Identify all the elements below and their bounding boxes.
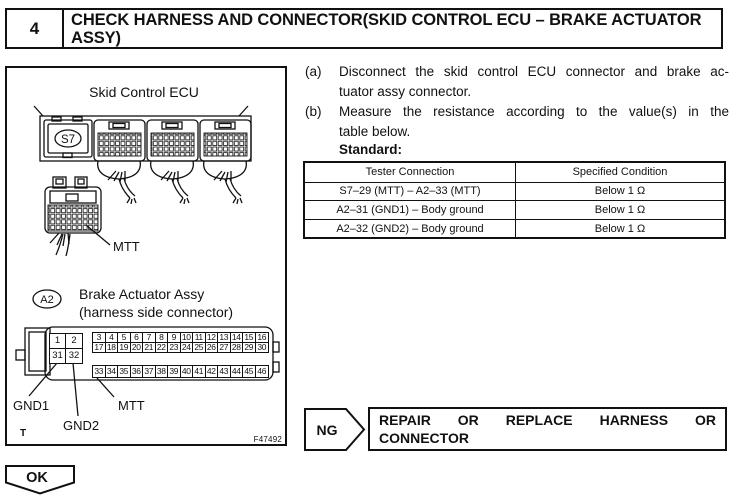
- table-cell-condition: Below 1 Ω: [515, 200, 724, 219]
- actuator-id: A2: [40, 294, 54, 306]
- step-line: Disconnect the skid control ECU connector and brake ac-: [339, 64, 729, 79]
- step-a-marker: (a): [305, 64, 322, 79]
- pin-5: 5: [118, 333, 131, 343]
- ok-label: OK: [26, 470, 48, 486]
- gnd1-label: GND1: [13, 398, 50, 413]
- pin-41: 41: [193, 366, 206, 377]
- pin-3: 3: [93, 333, 106, 343]
- ecu-connector-3: [200, 120, 251, 204]
- ng-arrow: [304, 408, 366, 452]
- step-line: tuator assy connector.: [339, 84, 472, 99]
- pin-7: 7: [143, 333, 156, 343]
- pin-15: 15: [243, 333, 256, 343]
- pin-37: 37: [143, 366, 156, 377]
- brake-actuator-label-line-1: Brake Actuator Assy: [79, 286, 205, 302]
- corner-mark: T: [20, 428, 27, 439]
- step-b-text: [339, 102, 729, 142]
- pin-4: 4: [106, 333, 119, 343]
- step-line: Measure the resistance according to the value(s) in the: [339, 104, 729, 119]
- pin-25: 25: [193, 343, 206, 353]
- step-header: [5, 8, 723, 49]
- ng-action-word: REPLACE: [505, 412, 573, 428]
- pin-22: 22: [156, 343, 169, 353]
- mtt-lower-label: MTT: [118, 398, 145, 413]
- page-title-line-2: ASSY): [71, 28, 121, 47]
- table-cell-connection: A2–31 (GND1) – Body ground: [305, 200, 515, 219]
- page-title-line-1: CHECK HARNESS AND CONNECTOR(SKID CONTROL ECU – BRAKE ACTUATOR: [71, 11, 702, 29]
- ok-arrow: [5, 465, 75, 495]
- pin-30: 30: [257, 342, 267, 352]
- pin-20: 20: [131, 343, 144, 353]
- pin-36: 36: [131, 366, 144, 377]
- pin-26: 26: [206, 343, 219, 353]
- pin-32: 32: [68, 350, 80, 361]
- pin-grid-bottom: [92, 365, 269, 378]
- step-b: [305, 102, 729, 142]
- standard-label: Standard:: [339, 142, 403, 157]
- pin-31: 31: [50, 349, 66, 364]
- pin-11: 11: [193, 333, 206, 343]
- pin-grid-rows: [92, 332, 269, 353]
- pin-43: 43: [218, 366, 231, 377]
- wiring-diagram-figure: [5, 66, 287, 446]
- pin-8: 8: [156, 333, 169, 343]
- pin-27: 27: [218, 343, 231, 353]
- skid-control-ecu-label: Skid Control ECU: [89, 84, 199, 100]
- page-title: [64, 10, 721, 47]
- figure-code: F47492: [253, 435, 282, 444]
- mtt-upper-label: MTT: [113, 239, 140, 254]
- pin-24: 24: [181, 343, 194, 353]
- ng-action-word: OR: [457, 412, 479, 428]
- ecu-connector-1: [94, 120, 145, 204]
- pin-38: 38: [156, 366, 169, 377]
- wiring-diagram-art: [7, 68, 285, 444]
- pin-35: 35: [118, 366, 131, 377]
- table-header-tester-connection: Tester Connection: [365, 166, 455, 179]
- pin-grid-corner: [49, 333, 83, 364]
- pin-21: 21: [143, 343, 156, 353]
- skid-control-ecu-drawing: [34, 106, 251, 204]
- pin-34: 34: [106, 366, 119, 377]
- ng-action-box: [368, 407, 727, 451]
- pin-10: 10: [181, 333, 194, 343]
- standard-table: [303, 161, 726, 239]
- gnd2-label: GND2: [63, 418, 100, 433]
- ecu-connector-2: [147, 120, 198, 204]
- pin-45: 45: [243, 366, 256, 377]
- pin-18: 18: [106, 343, 119, 353]
- ng-action-line-1: [379, 412, 716, 430]
- ng-label: NG: [316, 422, 338, 438]
- pin-44: 44: [231, 366, 244, 377]
- pin-40: 40: [181, 366, 194, 377]
- table-cell-condition: Below 1 Ω: [515, 219, 724, 238]
- pin-9: 9: [168, 333, 181, 343]
- pin-42: 42: [206, 366, 219, 377]
- pin-14: 14: [231, 333, 244, 343]
- ecu-connector-id: S7: [60, 134, 76, 146]
- pin-1: 1: [50, 334, 66, 349]
- pin-16: 16: [257, 333, 267, 342]
- pin-6: 6: [131, 333, 144, 343]
- pin-23: 23: [168, 343, 181, 353]
- pin-39: 39: [168, 366, 181, 377]
- pin-19: 19: [118, 343, 131, 353]
- pin-13: 13: [218, 333, 231, 343]
- pin-29: 29: [243, 343, 256, 353]
- step-line: table below.: [339, 124, 411, 139]
- pin-33: 33: [93, 366, 106, 377]
- mtt-connector-drawing: [45, 177, 110, 256]
- brake-actuator-label-line-2: (harness side connector): [79, 304, 234, 320]
- step-a: [305, 62, 729, 102]
- pin-12: 12: [206, 333, 219, 343]
- step-number: 4: [7, 10, 64, 47]
- ng-action-word: REPAIR: [379, 412, 431, 428]
- step-b-marker: (b): [305, 104, 322, 119]
- pin-46: 46: [257, 366, 267, 377]
- table-cell-connection: A2–32 (GND2) – Body ground: [305, 219, 515, 238]
- table-header-specified-condition: Specified Condition: [515, 163, 724, 182]
- step-a-text: [339, 62, 729, 102]
- ng-action-word: OR: [694, 412, 716, 428]
- table-cell-condition: Below 1 Ω: [515, 182, 724, 201]
- pin-2: 2: [66, 334, 82, 349]
- pin-17: 17: [93, 343, 106, 353]
- ng-action-line-2: CONNECTOR: [379, 429, 469, 446]
- table-cell-connection: S7–29 (MTT) – A2–33 (MTT): [305, 182, 515, 201]
- pin-28: 28: [231, 343, 244, 353]
- ng-action-word: HARNESS: [599, 412, 669, 428]
